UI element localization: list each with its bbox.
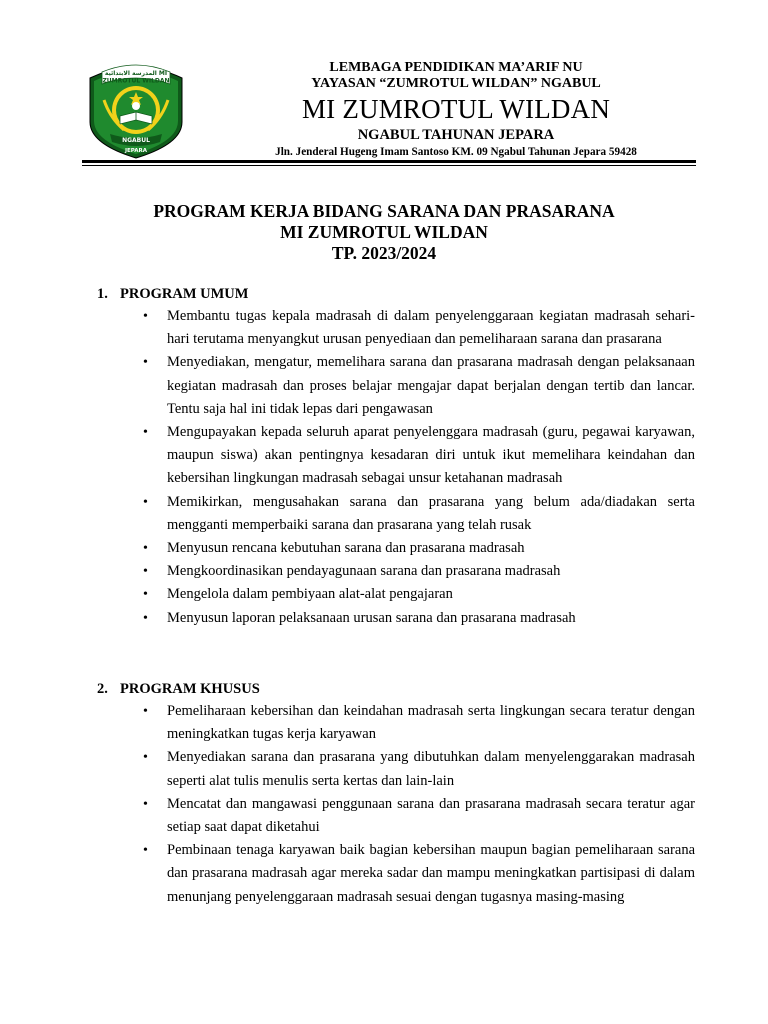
list-item: • Mencatat dan mangawasi penggunaan sarana dan prasarana madrasah secara teratur agar setiap saat dapat diketahui [140, 793, 695, 839]
list-item: • Membantu tugas kepala madrasah di dalam penyelenggaraan kegiatan madrasah sehari-hari terutama menyangkut urusan penyediaan dan pemeliharaan sarana dan prasarana [140, 305, 695, 351]
bullet-icon: • [143, 610, 148, 626]
bullet-icon: • [143, 425, 148, 441]
list-program-umum [140, 305, 695, 630]
bullet-icon: • [143, 704, 148, 719]
title-line-2: MI ZUMROTUL WILDAN [280, 222, 488, 242]
section-title: PROGRAM KHUSUS [120, 681, 260, 697]
bullet-icon: • [143, 355, 148, 371]
list-item: • Mengkoordinasikan pendayagunaan sarana dan prasarana madrasah [140, 560, 695, 583]
letterhead-foundation: LEMBAGA PENDIDIKAN MA’ARIF NU [329, 60, 583, 75]
section-number: 2. [97, 681, 108, 697]
letterhead [235, 60, 677, 160]
bullet-icon: • [143, 587, 148, 603]
letterhead-school-name: MI ZUMROTUL WILDAN [301, 94, 611, 124]
list-item: • Menyusun rencana kebutuhan sarana dan prasarana madrasah [140, 537, 695, 560]
title-line-3: TP. 2023/2024 [331, 243, 437, 263]
list-item: • Pembinaan tenaga karyawan baik bagian kebersihan maupun bagian pemeliharaan sarana dan prasarana madrasah agar mereka sadar dan mampu meningkatkan partisipasi di dalam menunjang penyelenggaraan madrasah sesuai dengan tugasnya masing-masing [140, 839, 695, 909]
letterhead-city: NGABUL TAHUNAN JEPARA [357, 127, 555, 143]
bullet-icon: • [143, 309, 148, 324]
bullet-icon: • [143, 494, 148, 510]
section-number: 1. [97, 286, 108, 302]
bullet-icon: • [143, 843, 148, 859]
logo-top-text: ZUMROTUL WILDAN [102, 77, 170, 85]
bullet-icon: • [143, 541, 148, 557]
logo-base-text: JEPARA [124, 148, 148, 154]
document-title [0, 201, 768, 264]
letterhead-address: Jln. Jenderal Hugeng Imam Santoso KM. 09 Ngabul Tahunan Jepara 59428 [275, 146, 637, 158]
list-item: • Mengupayakan kepada seluruh aparat penyelenggara madrasah (guru, pegawai karyawan, maupun siswa) akan pentingnya kesadaran diri untuk ikut memelihara keindahan dan kebersihan lingkungan madrasah sebagai unsur ketahanan madrasah [140, 421, 695, 491]
section-heading-program-khusus [97, 680, 260, 698]
letterhead-divider-thick [82, 160, 696, 163]
list-item: • Mengelola dalam pembiyaan alat-alat pengajaran [140, 583, 695, 606]
list-item: • Menyediakan, mengatur, memelihara sarana dan prasarana madrasah dengan pelaksanaan kegiatan madrasah dan proses belajar mengajar dapat berjalan dengan tertib dan lancar. Tentu saja hal ini tidak lepas dari pengawasan [140, 351, 695, 421]
school-emblem-icon [80, 60, 192, 160]
list-item: • Pemeliharaan kebersihan dan keindahan madrasah serta lingkungan secara teratur dengan meningkatkan tugas kerja karyawan [140, 700, 695, 746]
list-program-khusus [140, 700, 695, 909]
title-line-1: PROGRAM KERJA BIDANG SARANA DAN PRASARANA [153, 201, 615, 221]
list-item: • Memikirkan, mengusahakan sarana dan prasarana yang belum ada/diadakan serta mengganti memperbaiki sarana dan prasarana yang telah rusak [140, 491, 695, 537]
section-title: PROGRAM UMUM [120, 286, 249, 302]
logo-arabic-text: المدرسة الابتدائية MI [104, 70, 168, 77]
letterhead-divider-thin [82, 165, 696, 166]
bullet-icon: • [143, 750, 148, 766]
bullet-icon: • [143, 564, 148, 580]
section-heading-program-umum [97, 285, 248, 303]
list-item: • Menyusun laporan pelaksanaan urusan sarana dan prasarana madrasah [140, 607, 695, 630]
logo-bottom-text: NGABUL [122, 137, 150, 144]
list-item: • Menyediakan sarana dan prasarana yang dibutuhkan dalam menyelenggarakan madrasah seperti alat tulis menulis serta kertas dan lain-lain [140, 746, 695, 792]
bullet-icon: • [143, 796, 148, 812]
letterhead-yayasan: YAYASAN “ZUMROTUL WILDAN” NGABUL [311, 76, 601, 91]
